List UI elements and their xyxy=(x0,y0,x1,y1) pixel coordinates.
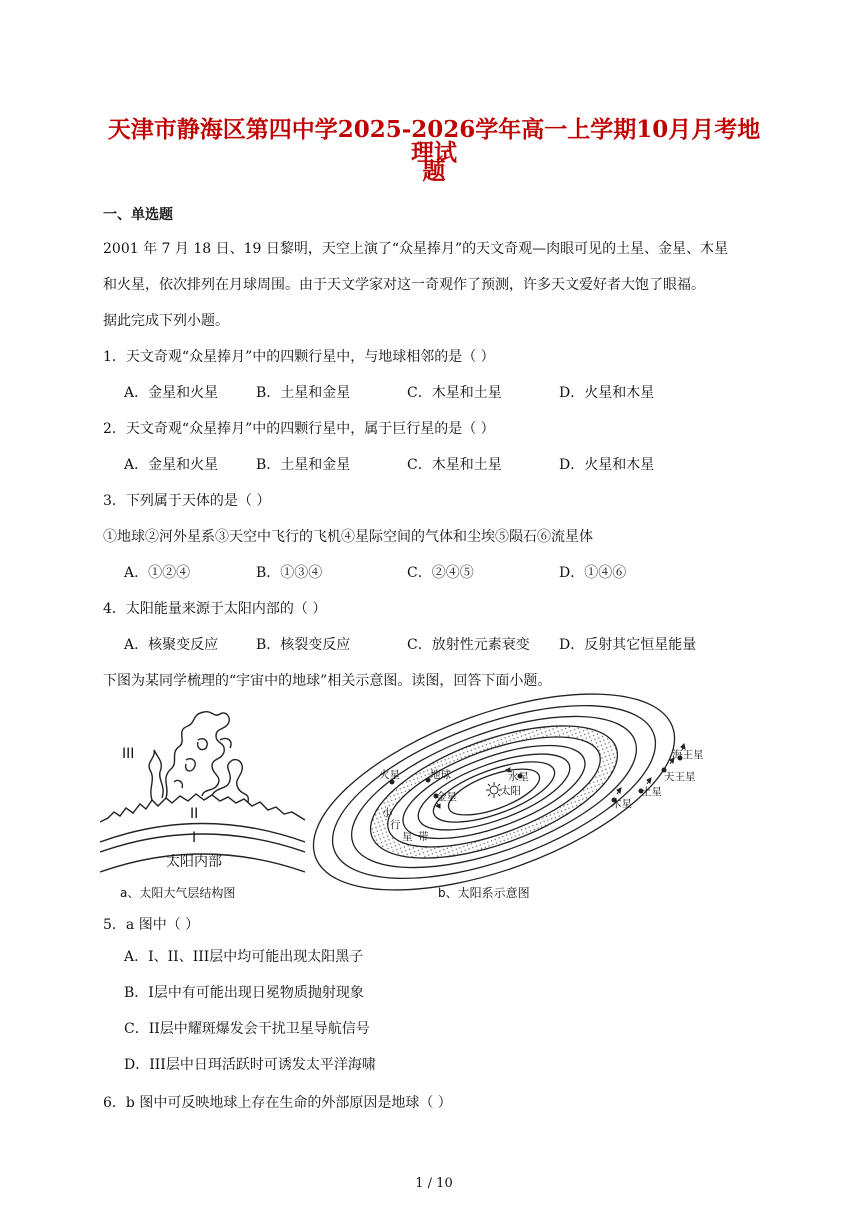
venus-label: 金星 xyxy=(436,791,457,803)
option-c: C．②④⑤ xyxy=(407,565,474,581)
option-a: A．金星和火星 xyxy=(124,457,219,473)
jupiter-label: 木星 xyxy=(611,798,632,810)
option-a: A．①②④ xyxy=(124,565,191,581)
mars-label: 火星 xyxy=(379,769,400,781)
asteroid-belt-char-3: 星 xyxy=(402,831,413,843)
question-6-stem: 6．b 图中可反映地球上存在生命的外部原因是地球（ ） xyxy=(103,1095,452,1111)
solar-atmosphere-diagram xyxy=(100,700,305,880)
sun-interior-label: 太阳内部 xyxy=(166,854,222,870)
option-a: A．金星和火星 xyxy=(124,385,219,401)
layer-1-label: I xyxy=(192,830,197,846)
figure-group xyxy=(100,700,704,905)
question-2-stem: 2．天文奇观“众星捧月”中的四颗行星中，属于巨行星的是（ ） xyxy=(103,421,495,437)
figure-a-caption: a、太阳大气层结构图 xyxy=(120,886,236,900)
option-b: B．①③④ xyxy=(256,565,323,581)
document-title-line2: 题 xyxy=(422,158,446,185)
option-a: A．核聚变反应 xyxy=(124,637,219,653)
option-c: C．木星和土星 xyxy=(407,457,502,473)
document-title-line1: 天津市静海区第四中学2025-2026学年高一上学期10月月考地理试 xyxy=(107,116,761,166)
question-3-items: ①地球②河外星系③天空中飞行的飞机④星际空间的气体和尘埃⑤陨石⑥流星体 xyxy=(103,529,593,545)
earth-label: 地球 xyxy=(430,769,451,781)
asteroid-belt-char-2: 行 xyxy=(390,819,401,831)
option-d: D．①④⑥ xyxy=(559,565,627,581)
neptune-label: 海王星 xyxy=(672,749,704,761)
option-d: D．反射其它恒星能量 xyxy=(559,637,697,653)
option-b: B．核裂变反应 xyxy=(256,637,351,653)
question-5-option-d: D．III层中日珥活跃时可诱发太平洋海啸 xyxy=(124,1057,376,1073)
layer-2-label: II xyxy=(190,806,199,822)
option-d: D．火星和木星 xyxy=(559,457,655,473)
uranus-label: 天王星 xyxy=(664,771,696,783)
asteroid-belt-char-1: 小 xyxy=(382,807,393,819)
asteroid-belt-char-4: 带 xyxy=(418,831,429,843)
option-d: D．火星和木星 xyxy=(559,385,655,401)
option-b: B．土星和金星 xyxy=(256,385,351,401)
saturn-label: 土星 xyxy=(641,786,662,798)
question-5-option-b: B．I层中有可能出现日冕物质抛射现象 xyxy=(124,985,364,1001)
question-1-stem: 1．天文奇观“众星捧月”中的四颗行星中，与地球相邻的是（ ） xyxy=(103,349,495,365)
layer-3-label: III xyxy=(122,746,135,762)
figure-intro: 下图为某同学梳理的“宇宙中的地球”相关示意图。读图，回答下面小题。 xyxy=(103,673,552,689)
mercury-label: 水星 xyxy=(508,771,529,783)
question-4-stem: 4．太阳能量来源于太阳内部的（ ） xyxy=(103,601,327,617)
question-5-option-c: C．II层中耀斑爆发会干扰卫星导航信号 xyxy=(124,1021,370,1037)
question-5-option-a: A．I、II、III层中均可能出现太阳黑子 xyxy=(124,949,364,965)
question-5-stem: 5．a 图中（ ） xyxy=(103,917,200,933)
page-number: 1 / 10 xyxy=(415,1176,453,1191)
intro-line-2: 和火星，依次排列在月球周围。由于天文学家对这一奇观作了预测，许多天文爱好者大饱了眼福。 xyxy=(103,277,705,293)
intro-line-3: 据此完成下列小题。 xyxy=(103,313,229,329)
option-b: B．土星和金星 xyxy=(256,457,351,473)
sun-label: 太阳 xyxy=(500,785,521,797)
question-3-stem: 3．下列属于天体的是（ ） xyxy=(103,493,271,509)
option-c: C．木星和土星 xyxy=(407,385,502,401)
figure-b-caption: b、太阳系示意图 xyxy=(438,886,530,900)
intro-line-1: 2001 年 7 月 18 日、19 日黎明，天空上演了“众星捧月”的天文奇观—肉眼可见的土星、金星、木星 xyxy=(103,241,729,257)
section-heading: 一、单选题 xyxy=(103,207,173,223)
option-c: C．放射性元素衰变 xyxy=(407,637,530,653)
solar-system-diagram xyxy=(302,700,704,885)
